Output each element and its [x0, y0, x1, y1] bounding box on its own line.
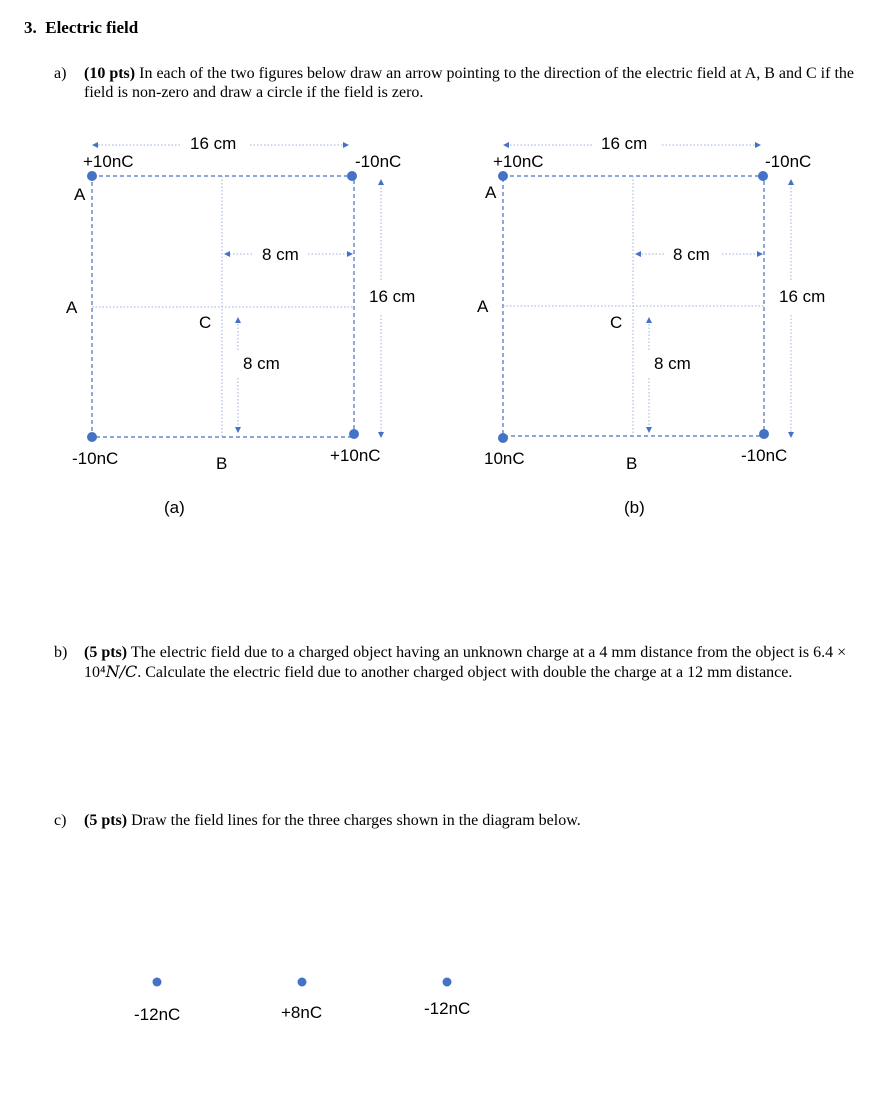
part-c-points: (5 pts) [84, 812, 128, 829]
figure-a-diagram [87, 145, 381, 442]
figure-a-charge-dot-bottom-left [87, 432, 97, 442]
part-b-question [84, 643, 874, 682]
part-b-field-value: 6.4 × 10⁴ [84, 644, 847, 681]
figure-a-half-height: 8 cm [243, 354, 280, 373]
figure-a-charge-dot-top-left [87, 171, 97, 181]
figure-a-charge-dot-bottom-right [349, 429, 359, 439]
figure-b-charge-dot-top-left [498, 171, 508, 181]
figure-a-charge-top-left: +10nC [83, 152, 134, 171]
figure-b-top-width: 16 cm [601, 134, 648, 153]
figure-b-point-a-mid: A [477, 297, 489, 316]
figure-b-point-b: B [626, 454, 638, 473]
figure-a-height: 16 cm [369, 287, 416, 306]
part-c-question [84, 811, 874, 830]
figure-b-charge-top-left: +10nC [493, 152, 544, 171]
section-number: 3. [24, 18, 37, 37]
figure-b-point-c: C [610, 313, 623, 332]
figure-b-charge-dot-bottom-left [498, 433, 508, 443]
part-c-charge-label-2: +8nC [281, 1003, 323, 1022]
figure-a-point-a-top: A [74, 185, 86, 204]
part-c-charge-label-3: -12nC [424, 999, 471, 1018]
figure-a-charge-top-right: -10nC [355, 152, 402, 171]
figure-a-point-b: B [216, 454, 228, 473]
figure-b-charge-dot-bottom-right [759, 429, 769, 439]
section-title-text: Electric field [45, 18, 139, 37]
part-c-charge-dot-1 [153, 978, 162, 987]
part-c-text: Draw the field lines for the three charges shown in the diagram below. [131, 812, 581, 829]
figure-b-diagram [498, 145, 791, 443]
part-c-charge-dot-2 [298, 978, 307, 987]
part-a-points: (10 pts) [84, 65, 136, 82]
part-b-points: (5 pts) [84, 644, 128, 661]
part-b-field-unit: N/C [105, 662, 138, 681]
part-a-letter: a) [54, 65, 67, 82]
figure-b-charge-bottom-right: -10nC [741, 446, 788, 465]
part-b-letter: b) [54, 644, 68, 661]
figure-a-charge-bottom-left: -10nC [72, 449, 119, 468]
figure-a-charge-bottom-right: +10nC [330, 446, 381, 465]
figure-a-point-a-mid: A [66, 298, 78, 317]
part-c-charge-dot-3 [443, 978, 452, 987]
figure-a-half-width: 8 cm [262, 245, 299, 264]
figure-a-charge-dot-top-right [347, 171, 357, 181]
part-c-charge-label-1: -12nC [134, 1005, 181, 1024]
figure-a-caption: (a) [164, 498, 185, 517]
figure-b-caption: (b) [624, 498, 645, 517]
figure-b-charge-dot-top-right [758, 171, 768, 181]
figure-b-point-a-top: A [485, 183, 497, 202]
figure-b-height: 16 cm [779, 287, 826, 306]
figure-b-charge-top-right: -10nC [765, 152, 812, 171]
figure-b-half-width: 8 cm [673, 245, 710, 264]
part-b-text-1: The electric field due to a charged object having an unknown charge at a 4 mm distance from the object is [130, 644, 814, 661]
part-b-text-2: . Calculate the electric field due to another charged object with double the charge at a 12 mm distance. [137, 664, 793, 681]
part-a-text: In each of the two figures below draw an arrow pointing to the direction of the electric field at A, B and C if the field is non-zero and draw a circle if the field is zero. [84, 65, 854, 101]
figure-b-charge-bottom-left: 10nC [484, 449, 525, 468]
figure-a-point-c: C [199, 313, 212, 332]
part-c-letter: c) [54, 812, 67, 829]
figure-a-top-width: 16 cm [190, 134, 237, 153]
figure-b-half-height: 8 cm [654, 354, 691, 373]
